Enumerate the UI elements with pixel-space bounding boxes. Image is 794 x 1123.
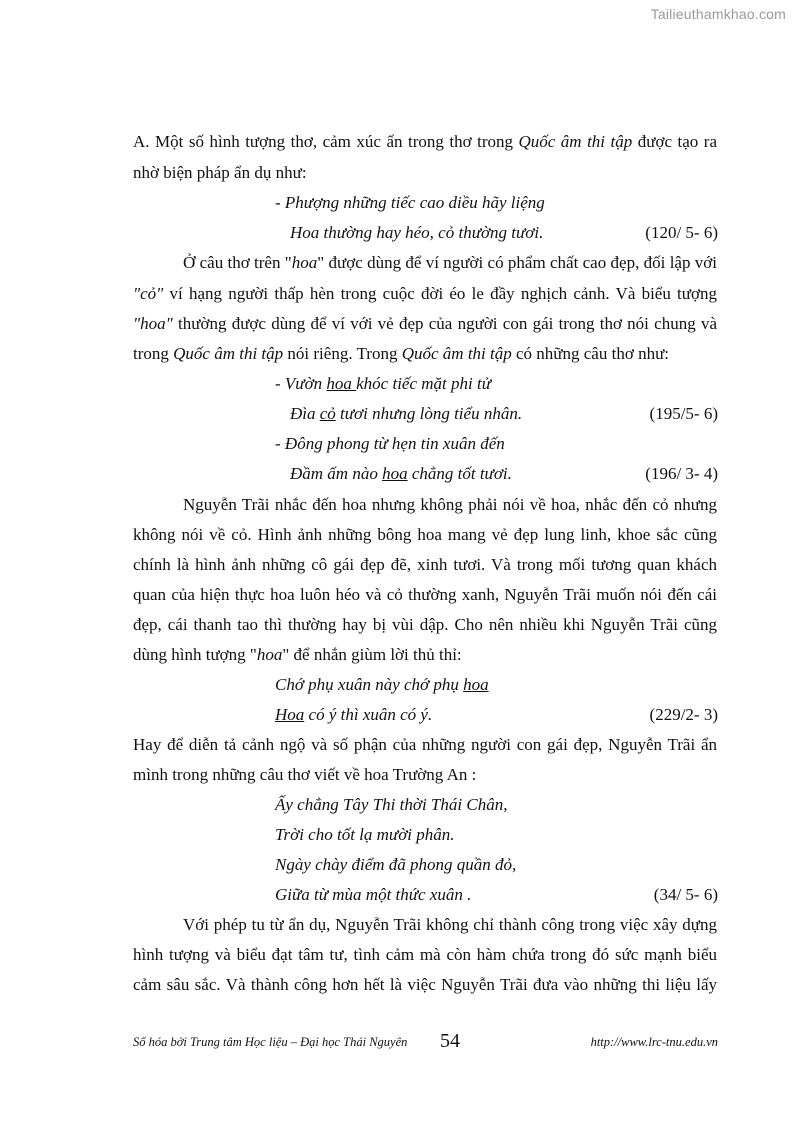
verse2-line2 bbox=[290, 403, 522, 425]
para2-line4 bbox=[133, 343, 669, 365]
para5-line3: cảm sâu sắc. Và thành công hơn hết là việc Nguyễn Trãi đưa vào những thi liệu lấy bbox=[133, 975, 717, 994]
text: Ở câu thơ trên " bbox=[183, 253, 292, 272]
para2-line2 bbox=[133, 283, 717, 305]
text: tươi nhưng lòng tiểu nhân. bbox=[335, 404, 523, 423]
book-title: Quốc âm thi tập bbox=[401, 344, 512, 363]
text: chẳng tốt tươi. bbox=[407, 464, 512, 483]
verse2-reference-1: (195/5- 6) bbox=[649, 404, 718, 423]
para5-line1: Với phép tu từ ẩn dụ, Nguyễn Trãi không chỉ thành công trong việc xây dựng bbox=[183, 915, 717, 934]
para1-line1 bbox=[133, 131, 717, 153]
underlined-word: hoa bbox=[326, 374, 357, 393]
emphasis: "hoa" bbox=[133, 314, 173, 333]
text: Đìa bbox=[290, 404, 320, 423]
emphasis: "cỏ" bbox=[133, 284, 164, 303]
verse4-line3: Ngày chày điểm đã phong quần đỏ, bbox=[275, 855, 517, 874]
verse1-line1: - Phượng những tiếc cao diều hãy liệng bbox=[275, 193, 545, 212]
para2-line3 bbox=[133, 313, 717, 335]
text: có những câu thơ như: bbox=[511, 344, 669, 363]
text: " được dùng để ví người có phẩm chất cao đẹp, đối lập với bbox=[317, 253, 717, 272]
text: thường được dùng để ví với vẻ đẹp của người con gái trong thơ nói chung và bbox=[172, 314, 717, 333]
verse1-line2: Hoa thường hay héo, cỏ thường tươi. bbox=[290, 223, 544, 242]
book-title: Quốc âm thi tập bbox=[173, 344, 284, 363]
verse3-line1 bbox=[275, 674, 489, 696]
verse4-reference: (34/ 5- 6) bbox=[653, 885, 718, 904]
para3-line4: quan của hiện thực hoa luôn héo và cỏ thường xanh, Nguyễn Trãi muốn nói đến cái bbox=[133, 585, 717, 604]
para1-line2: nhờ biện pháp ẩn dụ như: bbox=[133, 163, 307, 182]
verse3-reference: (229/2- 3) bbox=[649, 705, 718, 724]
para3-line2: không nói về cỏ. Hình ảnh những bông hoa mang vẻ đẹp lung linh, khoe sắc cũng bbox=[133, 525, 717, 544]
verse2-line4 bbox=[290, 463, 512, 485]
text: - Vườn bbox=[275, 374, 327, 393]
text: ví hạng người thấp hèn trong cuộc đời éo le đầy nghịch cảnh. Và biểu tượng bbox=[163, 284, 717, 303]
text: Chớ phụ xuân này chớ phụ bbox=[275, 675, 464, 694]
text: trong bbox=[133, 344, 174, 363]
verse3-line2 bbox=[275, 704, 432, 726]
footer-url: http://www.lrc-tnu.edu.vn bbox=[590, 1035, 718, 1049]
underlined-word: hoa bbox=[463, 675, 489, 694]
underlined-word: hoa bbox=[382, 464, 408, 483]
text: " để nhắn giùm lời thủ thỉ: bbox=[282, 645, 462, 664]
emphasis: hoa bbox=[256, 645, 283, 664]
verse2-reference-2: (196/ 3- 4) bbox=[645, 464, 718, 483]
text: được tạo ra bbox=[632, 132, 717, 151]
para3-line6 bbox=[133, 644, 462, 666]
text: nói riêng. Trong bbox=[283, 344, 402, 363]
text: A. Một số hình tượng thơ, cảm xúc ẩn trong thơ trong bbox=[133, 132, 519, 151]
footer-source: Số hóa bởi Trung tâm Học liệu – Đại học Thái Nguyên bbox=[133, 1035, 408, 1049]
verse4-line2: Trời cho tốt lạ mười phân. bbox=[275, 825, 455, 844]
verse2-line3: - Đông phong từ hẹn tin xuân đến bbox=[275, 434, 505, 453]
para3-line5: đẹp, cái thanh tao thì thường hay bị vùi dập. Cho nên nhiều khi Nguyễn Trãi cũng bbox=[133, 615, 717, 634]
text: Đầm ấm nào bbox=[290, 464, 383, 483]
verse1-reference: (120/ 5- 6) bbox=[645, 223, 718, 242]
underlined-word: Hoa bbox=[275, 705, 305, 724]
para2-line1 bbox=[183, 252, 717, 274]
book-title: Quốc âm thi tập bbox=[518, 132, 633, 151]
text: khóc tiếc mặt phi tử bbox=[356, 374, 491, 393]
para3-line3: chính là hình ảnh những cô gái đẹp đẽ, xinh tươi. Và trong mối tương quan khách bbox=[133, 555, 717, 574]
para5-line2: hình tượng và biểu đạt tâm tư, tình cảm mà còn hàm chứa trong đó sức mạnh biểu bbox=[133, 945, 717, 964]
para4-line2: mình trong những câu thơ viết về hoa Trường An : bbox=[133, 765, 477, 784]
watermark: Tailieuthamkhao.com bbox=[650, 6, 786, 22]
para3-line1: Nguyễn Trãi nhắc đến hoa nhưng không phải nói về hoa, nhắc đến cỏ nhưng bbox=[183, 495, 717, 514]
verse2-line1 bbox=[275, 373, 491, 395]
para4-line1: Hay để diễn tả cảnh ngộ và số phận của những người con gái đẹp, Nguyễn Trãi ẩn bbox=[133, 735, 717, 754]
emphasis: hoa bbox=[291, 253, 318, 272]
page-number: 54 bbox=[440, 1030, 460, 1052]
underlined-word: cỏ bbox=[319, 404, 336, 423]
text: có ý thì xuân có ý. bbox=[304, 705, 433, 724]
verse4-line4: Giữa từ mùa một thức xuân . bbox=[275, 885, 472, 904]
verse4-line1: Ấy chẳng Tây Thi thời Thái Chân, bbox=[275, 795, 508, 814]
text: dùng hình tượng " bbox=[133, 645, 257, 664]
